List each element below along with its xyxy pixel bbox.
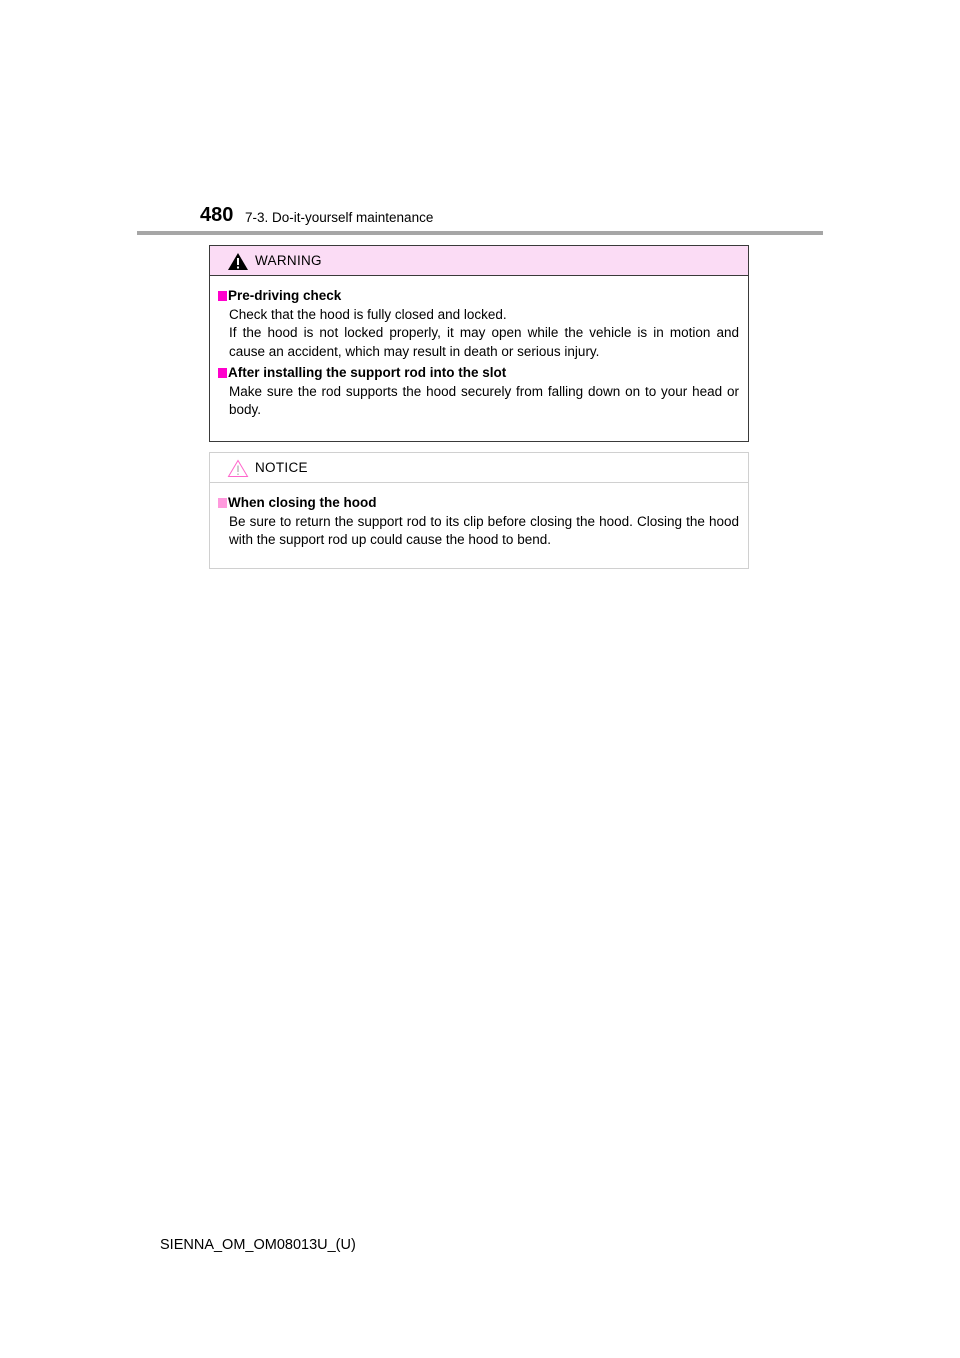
notice-body — [210, 483, 748, 550]
warning-box — [209, 245, 749, 442]
notice-header — [210, 453, 748, 483]
warning-item-title — [218, 287, 739, 306]
item-title-text: Pre-driving check — [228, 288, 342, 303]
item-text: If the hood is not locked properly, it may open while the vehicle is in motion and cause an accident, which may result in death or serious injury. — [229, 325, 739, 359]
bullet-square-icon — [218, 498, 227, 508]
header-rule — [137, 231, 823, 235]
notice-item-closing-hood — [218, 494, 739, 550]
item-text: Make sure the rod supports the hood securely from falling down on to your head or body. — [229, 383, 739, 417]
item-title-text: After installing the support rod into the slot — [228, 365, 507, 380]
warning-triangle-icon — [227, 252, 249, 271]
warning-label: WARNING — [255, 253, 322, 268]
notice-item-title — [218, 494, 739, 513]
notice-box — [209, 452, 749, 569]
warning-item-support-rod — [218, 364, 739, 420]
warning-item-title — [218, 364, 739, 383]
item-title-text: When closing the hood — [228, 495, 377, 510]
bullet-square-icon — [218, 368, 227, 378]
warning-item-pre-driving — [218, 287, 739, 361]
footer-doc-code: SIENNA_OM_OM08013U_(U) — [160, 1237, 356, 1253]
bullet-square-icon — [218, 291, 227, 301]
section-title: 7-3. Do-it-yourself maintenance — [245, 210, 434, 225]
warning-body — [210, 276, 748, 420]
item-text: Be sure to return the support rod to its clip before closing the hood. Closing the hood with the support rod up could cause the hood to bend. — [229, 513, 739, 547]
warning-header — [210, 246, 748, 276]
page-number: 480 — [200, 204, 234, 226]
notice-label: NOTICE — [255, 460, 308, 475]
item-text: Check that the hood is fully closed and locked. — [229, 306, 507, 322]
notice-triangle-icon — [227, 459, 249, 478]
